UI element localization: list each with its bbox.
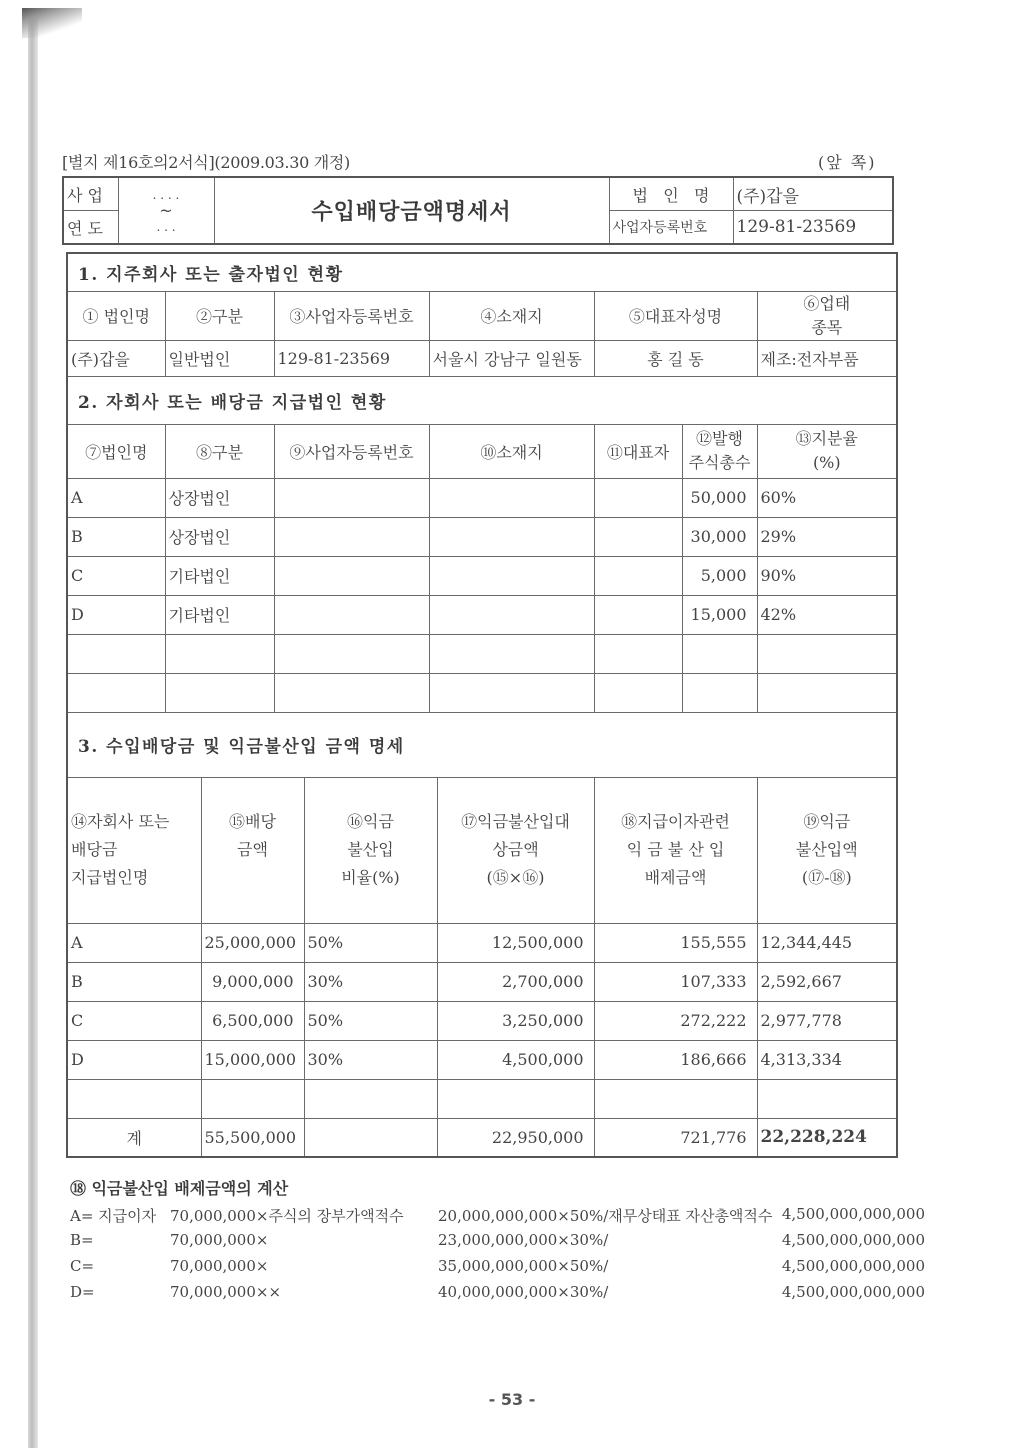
table-row [67, 1040, 897, 1079]
col-interest-deduction: ⑱지급이자관련 익 금 불 산 입 배제금액 [594, 777, 757, 923]
calc-interest: 70,000,000× [170, 1257, 269, 1275]
cell-ownership-ratio: 29% [757, 517, 897, 556]
table-row [67, 634, 897, 673]
cell-representative [594, 478, 682, 517]
cell-type: 일반법인 [165, 340, 274, 376]
cell-representative [594, 517, 682, 556]
cell-exclusion-target: 2,700,000 [437, 962, 594, 1001]
document-title: 수입배당금액명세서 [214, 177, 609, 244]
cell-reg-no [274, 556, 429, 595]
cell-dividend-amount: 6,500,000 [201, 1001, 304, 1040]
cell-exclusion-target [437, 1079, 594, 1118]
section3-title: 3. 수입배당금 및 익금불산입 금액 명세 [67, 712, 897, 777]
table-row [67, 595, 897, 634]
calculation-notes [70, 1176, 925, 1309]
col-address: ④소재지 [429, 291, 594, 340]
cell-dividend-amount: 15,000,000 [201, 1040, 304, 1079]
cell-type: 기타법인 [165, 556, 274, 595]
cell-reg-no [274, 634, 429, 673]
calc-interest: 70,000,000×× [170, 1283, 282, 1301]
cell-exclusion-amount: 2,977,778 [757, 1001, 897, 1040]
cell-corp-name: A [67, 478, 165, 517]
calc-book: 23,000,000,000×30%/ [438, 1231, 609, 1249]
calc-assets: 4,500,000,000,000 [781, 1283, 925, 1301]
col-dividend-amount: ⑮배당 금액 [201, 777, 304, 923]
cell-exclusion-ratio [304, 1079, 437, 1118]
cell-dividend-amount: 25,000,000 [201, 923, 304, 962]
form-reference: [별지 제16호의2서식](2009.03.30 개정) [62, 153, 350, 172]
cell-exclusion-ratio: 30% [304, 1040, 437, 1079]
business-year-value: . . . . ~ . . . [118, 177, 214, 244]
cell-exclusion-ratio: 50% [304, 1001, 437, 1040]
table-row [67, 478, 897, 517]
cell-dividend-amount: 9,000,000 [201, 962, 304, 1001]
cell-exclusion-ratio: 50% [304, 923, 437, 962]
cell-exclusion-target: 12,500,000 [437, 923, 594, 962]
col-exclusion-target: ⑰익금불산입대 상금액 (⑮×⑯) [437, 777, 594, 923]
cell-reg-no [274, 517, 429, 556]
calc-book: 20,000,000,000×50%/재무상태표 자산총액적수 [438, 1207, 773, 1225]
col-address: ⑩소재지 [429, 424, 594, 478]
total-dividend-amount: 55,500,000 [201, 1118, 304, 1157]
cell-reg-no [274, 595, 429, 634]
cell-corp-name: (주)갑을 [67, 340, 165, 376]
business-year-label: 사 업 [63, 177, 118, 211]
cell-reg-no: 129-81-23569 [274, 340, 429, 376]
calc-label: D= [70, 1283, 95, 1301]
cell-exclusion-amount: 12,344,445 [757, 923, 897, 962]
cell-corp-name: B [67, 517, 165, 556]
business-year-label-2: 연 도 [63, 211, 118, 245]
col-total-shares: ⑫발행 주식총수 [682, 424, 757, 478]
cell-address: 서울시 강남구 일원동 [429, 340, 594, 376]
cell-corp-name [67, 634, 165, 673]
table-row [67, 962, 897, 1001]
calc-assets: 4,500,000,000,000 [781, 1231, 925, 1249]
cell-type [165, 634, 274, 673]
cell-reg-no [274, 478, 429, 517]
page-side-label: (앞 쪽) [818, 153, 877, 172]
cell-address [429, 595, 594, 634]
header-table [62, 176, 894, 245]
calc-label: B= [70, 1231, 94, 1249]
cell-corp-name: C [67, 556, 165, 595]
table-row [67, 340, 897, 376]
corp-name-label: 법 인 명 [609, 177, 733, 211]
cell-subsidiary-name [67, 1079, 201, 1118]
total-subsidiary-name: 계 [67, 1118, 201, 1157]
cell-type: 기타법인 [165, 595, 274, 634]
cell-ownership-ratio: 60% [757, 478, 897, 517]
col-type: ⑧구분 [165, 424, 274, 478]
cell-type: 상장법인 [165, 517, 274, 556]
cell-business-type: 제조:전자부품 [757, 340, 897, 376]
cell-exclusion-target: 4,500,000 [437, 1040, 594, 1079]
calc-label: A= 지급이자 [70, 1207, 157, 1225]
cell-total-shares: 5,000 [682, 556, 757, 595]
cell-total-shares [682, 673, 757, 712]
corp-name-value: (주)갑을 [733, 177, 893, 211]
cell-exclusion-target: 3,250,000 [437, 1001, 594, 1040]
calc-label: C= [70, 1257, 95, 1275]
col-type: ②구분 [165, 291, 274, 340]
cell-subsidiary-name: C [67, 1001, 201, 1040]
calculation-row [70, 1231, 925, 1257]
scan-edge-shadow [28, 8, 38, 1448]
calc-book: 40,000,000,000×30%/ [438, 1283, 609, 1301]
col-exclusion-amount: ⑲익금 불산입액 (⑰-⑱) [757, 777, 897, 923]
cell-ownership-ratio: 90% [757, 556, 897, 595]
reg-no-label: 사업자등록번호 [609, 211, 733, 245]
main-table [66, 252, 898, 1158]
table-row [67, 1079, 897, 1118]
section3-header-row [67, 777, 897, 923]
cell-total-shares: 15,000 [682, 595, 757, 634]
col-subsidiary-name: ⑭자회사 또는 배당금 지급법인명 [67, 777, 201, 923]
cell-interest-deduction: 186,666 [594, 1040, 757, 1079]
cell-interest-deduction: 155,555 [594, 923, 757, 962]
table-row [67, 673, 897, 712]
calculation-row [70, 1257, 925, 1283]
calc-interest: 70,000,000×주식의 장부가액적수 [170, 1207, 404, 1225]
page-number: - 53 - [488, 1390, 536, 1409]
cell-interest-deduction: 272,222 [594, 1001, 757, 1040]
col-corp-name: ① 법인명 [67, 291, 165, 340]
col-reg-no: ⑨사업자등록번호 [274, 424, 429, 478]
calc-book: 35,000,000,000×50%/ [438, 1257, 609, 1275]
cell-address [429, 634, 594, 673]
table-row [67, 1001, 897, 1040]
section2-title: 2. 자회사 또는 배당금 지급법인 현황 [67, 376, 897, 424]
calc-assets: 4,500,000,000,000 [781, 1257, 925, 1275]
table-row [67, 517, 897, 556]
cell-reg-no [274, 673, 429, 712]
scan-corner-shadow [22, 8, 82, 38]
total-exclusion-target: 22,950,000 [437, 1118, 594, 1157]
section1-title: 1. 지주회사 또는 출자법인 현황 [67, 253, 897, 291]
cell-exclusion-amount [757, 1079, 897, 1118]
cell-representative [594, 556, 682, 595]
cell-subsidiary-name: A [67, 923, 201, 962]
col-business-type: ⑥업태 종목 [757, 291, 897, 340]
calculation-title: ⑱ 익금불산입 배제금액의 계산 [70, 1179, 289, 1198]
total-interest-deduction: 721,776 [594, 1118, 757, 1157]
col-ownership-ratio: ⑬지분율 (%) [757, 424, 897, 478]
cell-representative [594, 595, 682, 634]
cell-address [429, 478, 594, 517]
table-row [67, 556, 897, 595]
cell-total-shares: 30,000 [682, 517, 757, 556]
cell-dividend-amount [201, 1079, 304, 1118]
table-row [67, 923, 897, 962]
cell-total-shares [682, 634, 757, 673]
cell-address [429, 673, 594, 712]
calculation-row [70, 1283, 925, 1309]
cell-representative [594, 673, 682, 712]
cell-address [429, 517, 594, 556]
cell-subsidiary-name: B [67, 962, 201, 1001]
cell-total-shares: 50,000 [682, 478, 757, 517]
cell-exclusion-amount: 4,313,334 [757, 1040, 897, 1079]
cell-type [165, 673, 274, 712]
cell-ownership-ratio [757, 673, 897, 712]
section2-header-row [67, 424, 897, 478]
calc-interest: 70,000,000× [170, 1231, 269, 1249]
cell-subsidiary-name: D [67, 1040, 201, 1079]
cell-interest-deduction: 107,333 [594, 962, 757, 1001]
col-representative: ⑤대표자성명 [594, 291, 757, 340]
cell-corp-name [67, 673, 165, 712]
cell-interest-deduction [594, 1079, 757, 1118]
calc-assets: 4,500,000,000,000 [781, 1205, 925, 1223]
cell-ownership-ratio: 42% [757, 595, 897, 634]
total-exclusion-ratio [304, 1118, 437, 1157]
col-corp-name: ⑦법인명 [67, 424, 165, 478]
total-exclusion-amount: 22,228,224 [757, 1118, 897, 1157]
cell-ownership-ratio [757, 634, 897, 673]
cell-representative [594, 634, 682, 673]
col-representative: ⑪대표자 [594, 424, 682, 478]
calculation-row [70, 1205, 925, 1231]
section1-header-row [67, 291, 897, 340]
cell-address [429, 556, 594, 595]
cell-exclusion-amount: 2,592,667 [757, 962, 897, 1001]
cell-representative: 홍 길 동 [594, 340, 757, 376]
reg-no-value: 129-81-23569 [733, 211, 893, 245]
cell-exclusion-ratio: 30% [304, 962, 437, 1001]
col-exclusion-ratio: ⑯익금 불산입 비율(%) [304, 777, 437, 923]
cell-type: 상장법인 [165, 478, 274, 517]
cell-corp-name: D [67, 595, 165, 634]
total-row [67, 1118, 897, 1157]
col-reg-no: ③사업자등록번호 [274, 291, 429, 340]
